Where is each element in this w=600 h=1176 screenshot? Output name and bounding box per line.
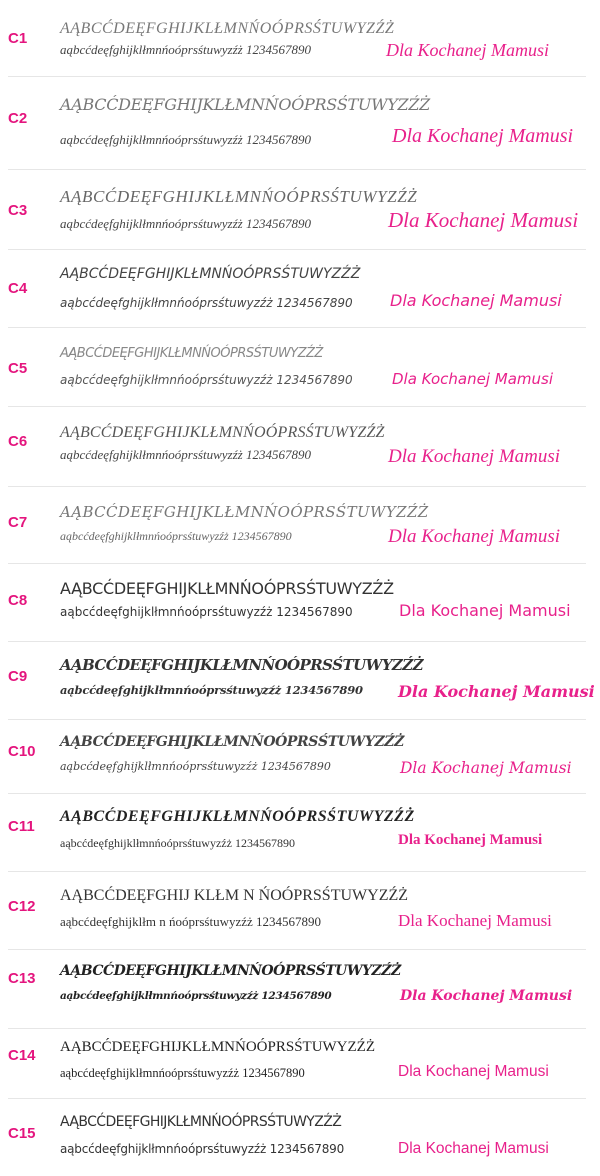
font-row-c1: [8, 0, 586, 77]
font-code: C14: [8, 1047, 36, 1064]
lowercase-specimen: aąbcćdeęfghijklłmnńoóprsśtuwyzźż 1234567890: [60, 373, 353, 387]
uppercase-specimen: AĄBCĆDEĘFGHIJKLŁMNŃOÓPRSŚTUWYZŹŻ: [60, 1039, 376, 1055]
font-code: C15: [8, 1125, 36, 1142]
uppercase-specimen: AĄBCĆDEĘFGHIJKLŁMNŃOÓPRSŚTUWYZŹŻ: [60, 95, 430, 114]
font-row-c10: [8, 720, 586, 794]
font-code: C10: [8, 743, 36, 760]
font-code: C6: [8, 433, 28, 450]
font-row-c15: [8, 1099, 586, 1176]
sample-text: Dla Kochanej Mamusi: [392, 370, 554, 388]
uppercase-specimen: AĄBCĆDEĘFGHIJKLŁMNŃOÓPRSŚTUWYZŹŻ: [60, 579, 394, 598]
font-row-c4: [8, 250, 586, 328]
lowercase-specimen: aąbcćdeęfghijklłm n ńoóprsśtuwyzźż 1234567890: [60, 914, 322, 929]
lowercase-specimen: aąbcćdeęfghijklłmnńoóprsśtuwyzźż 1234567890: [60, 990, 332, 1002]
uppercase-specimen: AĄBCĆDEĘFGHIJKLŁMNŃOÓPRSŚTUWYZŹŻ: [60, 20, 395, 37]
font-code: C7: [8, 514, 28, 531]
sample-text: Dla Kochanej Mamusi: [400, 759, 572, 777]
font-row-c2: [8, 77, 586, 170]
lowercase-specimen: aąbcćdeęfghijklłmnńoóprsśtuwyzźż 1234567890: [60, 683, 363, 697]
font-code: C13: [8, 970, 36, 987]
lowercase-specimen: aąbcćdeęfghijklłmnńoóprsśtuwyzźż 1234567890: [60, 447, 311, 462]
lowercase-specimen: aąbcćdeęfghijklłmnńoóprsśtuwyzźż 1234567890: [60, 836, 295, 850]
sample-text: Dla Kochanej Mamusi: [398, 682, 595, 701]
font-row-c9: [8, 642, 586, 720]
uppercase-specimen: AĄBCĆDEĘFGHIJKLŁMNŃOÓPRSŚTUWYZŹŻ: [60, 656, 423, 674]
sample-text: Dla Kochanej Mamusi: [398, 1140, 549, 1157]
uppercase-specimen: AĄBCĆDEĘFGHIJKLŁMNŃOÓPRSŚTUWYZŹŻ: [60, 266, 361, 282]
uppercase-specimen: AĄBCĆDEĘFGHIJ KLŁM N ŃOÓPRSŚTUWYZŹŻ: [60, 887, 409, 904]
lowercase-specimen: aąbcćdeęfghijklłmnńoóprsśtuwyzźż 1234567890: [60, 760, 331, 773]
font-code: C3: [8, 202, 28, 219]
uppercase-specimen: AĄBCĆDEĘFGHIJKLŁMNŃOÓPRSŚTUWYZŹŻ: [60, 1114, 342, 1130]
font-code: C9: [8, 668, 28, 685]
uppercase-specimen: AĄBCĆDEĘFGHIJKLŁMNŃOÓPRSŚTUWYZŹŻ: [60, 503, 429, 521]
sample-text: Dla Kochanej Mamusi: [390, 291, 562, 310]
uppercase-specimen: AĄBCĆDEĘFGHIJKLŁMNŃOÓPRSŚTUWYZŹŻ: [60, 187, 418, 206]
font-code: C8: [8, 592, 28, 609]
sample-text: Dla Kochanej Mamusi: [398, 911, 552, 930]
lowercase-specimen: aąbcćdeęfghijklłmnńoóprsśtuwyzźż 1234567890: [60, 132, 311, 147]
uppercase-specimen: AĄBCĆDEĘFGHIJKLŁMNŃOÓPRSŚTUWYZŹŻ: [60, 734, 404, 750]
lowercase-specimen: aąbcćdeęfghijklłmnńoóprsśtuwyzźż 1234567890: [60, 1142, 345, 1156]
font-code: C4: [8, 280, 28, 297]
sample-text: Dla Kochanej Mamusi: [386, 40, 549, 60]
sample-text: Dla Kochanej Mamusi: [388, 446, 561, 467]
font-code: C1: [8, 30, 28, 47]
lowercase-specimen: aąbcćdeęfghijklłmnńoóprsśtuwyzźż 1234567890: [60, 42, 311, 57]
uppercase-specimen: AĄBCĆDEĘFGHIJKLŁMNŃOÓPRSŚTUWYZŹŻ: [60, 808, 415, 825]
lowercase-specimen: aąbcćdeęfghijklłmnńoóprsśtuwyzźż 1234567890: [60, 529, 292, 543]
lowercase-specimen: aąbcćdeęfghijklłmnńoóprsśtuwyzźż 1234567890: [60, 1066, 305, 1080]
lowercase-specimen: aąbcćdeęfghijklłmnńoóprsśtuwyzźż 1234567890: [60, 216, 311, 231]
font-row-c5: [8, 328, 586, 407]
font-code: C12: [8, 898, 36, 915]
uppercase-specimen: AĄBCĆDEĘFGHIJKLŁMNŃOÓPRSŚTUWYZŹŻ: [60, 424, 385, 441]
uppercase-specimen: AĄBCĆDEĘFGHIJKLŁMNŃOÓPRSŚTUWYZŹŻ: [60, 346, 323, 361]
font-code: C5: [8, 360, 28, 377]
uppercase-specimen: AĄBCĆDEĘFGHIJKLŁMNŃOÓPRSŚTUWYZŹŻ: [60, 963, 401, 979]
sample-text: Dla Kochanej Mamusi: [392, 125, 574, 147]
font-code: C11: [8, 818, 35, 835]
lowercase-specimen: aąbcćdeęfghijklłmnńoóprsśtuwyzźż 1234567890: [60, 296, 353, 310]
sample-text: Dla Kochanej Mamusi: [388, 208, 579, 232]
sample-text: Dla Kochanej Mamusi: [399, 601, 571, 620]
sample-text: Dla Kochanej Mamusi: [398, 832, 543, 848]
font-code: C2: [8, 110, 28, 127]
sample-text: Dla Kochanej Mamusi: [400, 988, 573, 1004]
sample-text: Dla Kochanej Mamusi: [388, 526, 561, 547]
lowercase-specimen: aąbcćdeęfghijklłmnńoóprsśtuwyzźż 1234567890: [60, 605, 353, 619]
sample-text: Dla Kochanej Mamusi: [398, 1063, 549, 1080]
